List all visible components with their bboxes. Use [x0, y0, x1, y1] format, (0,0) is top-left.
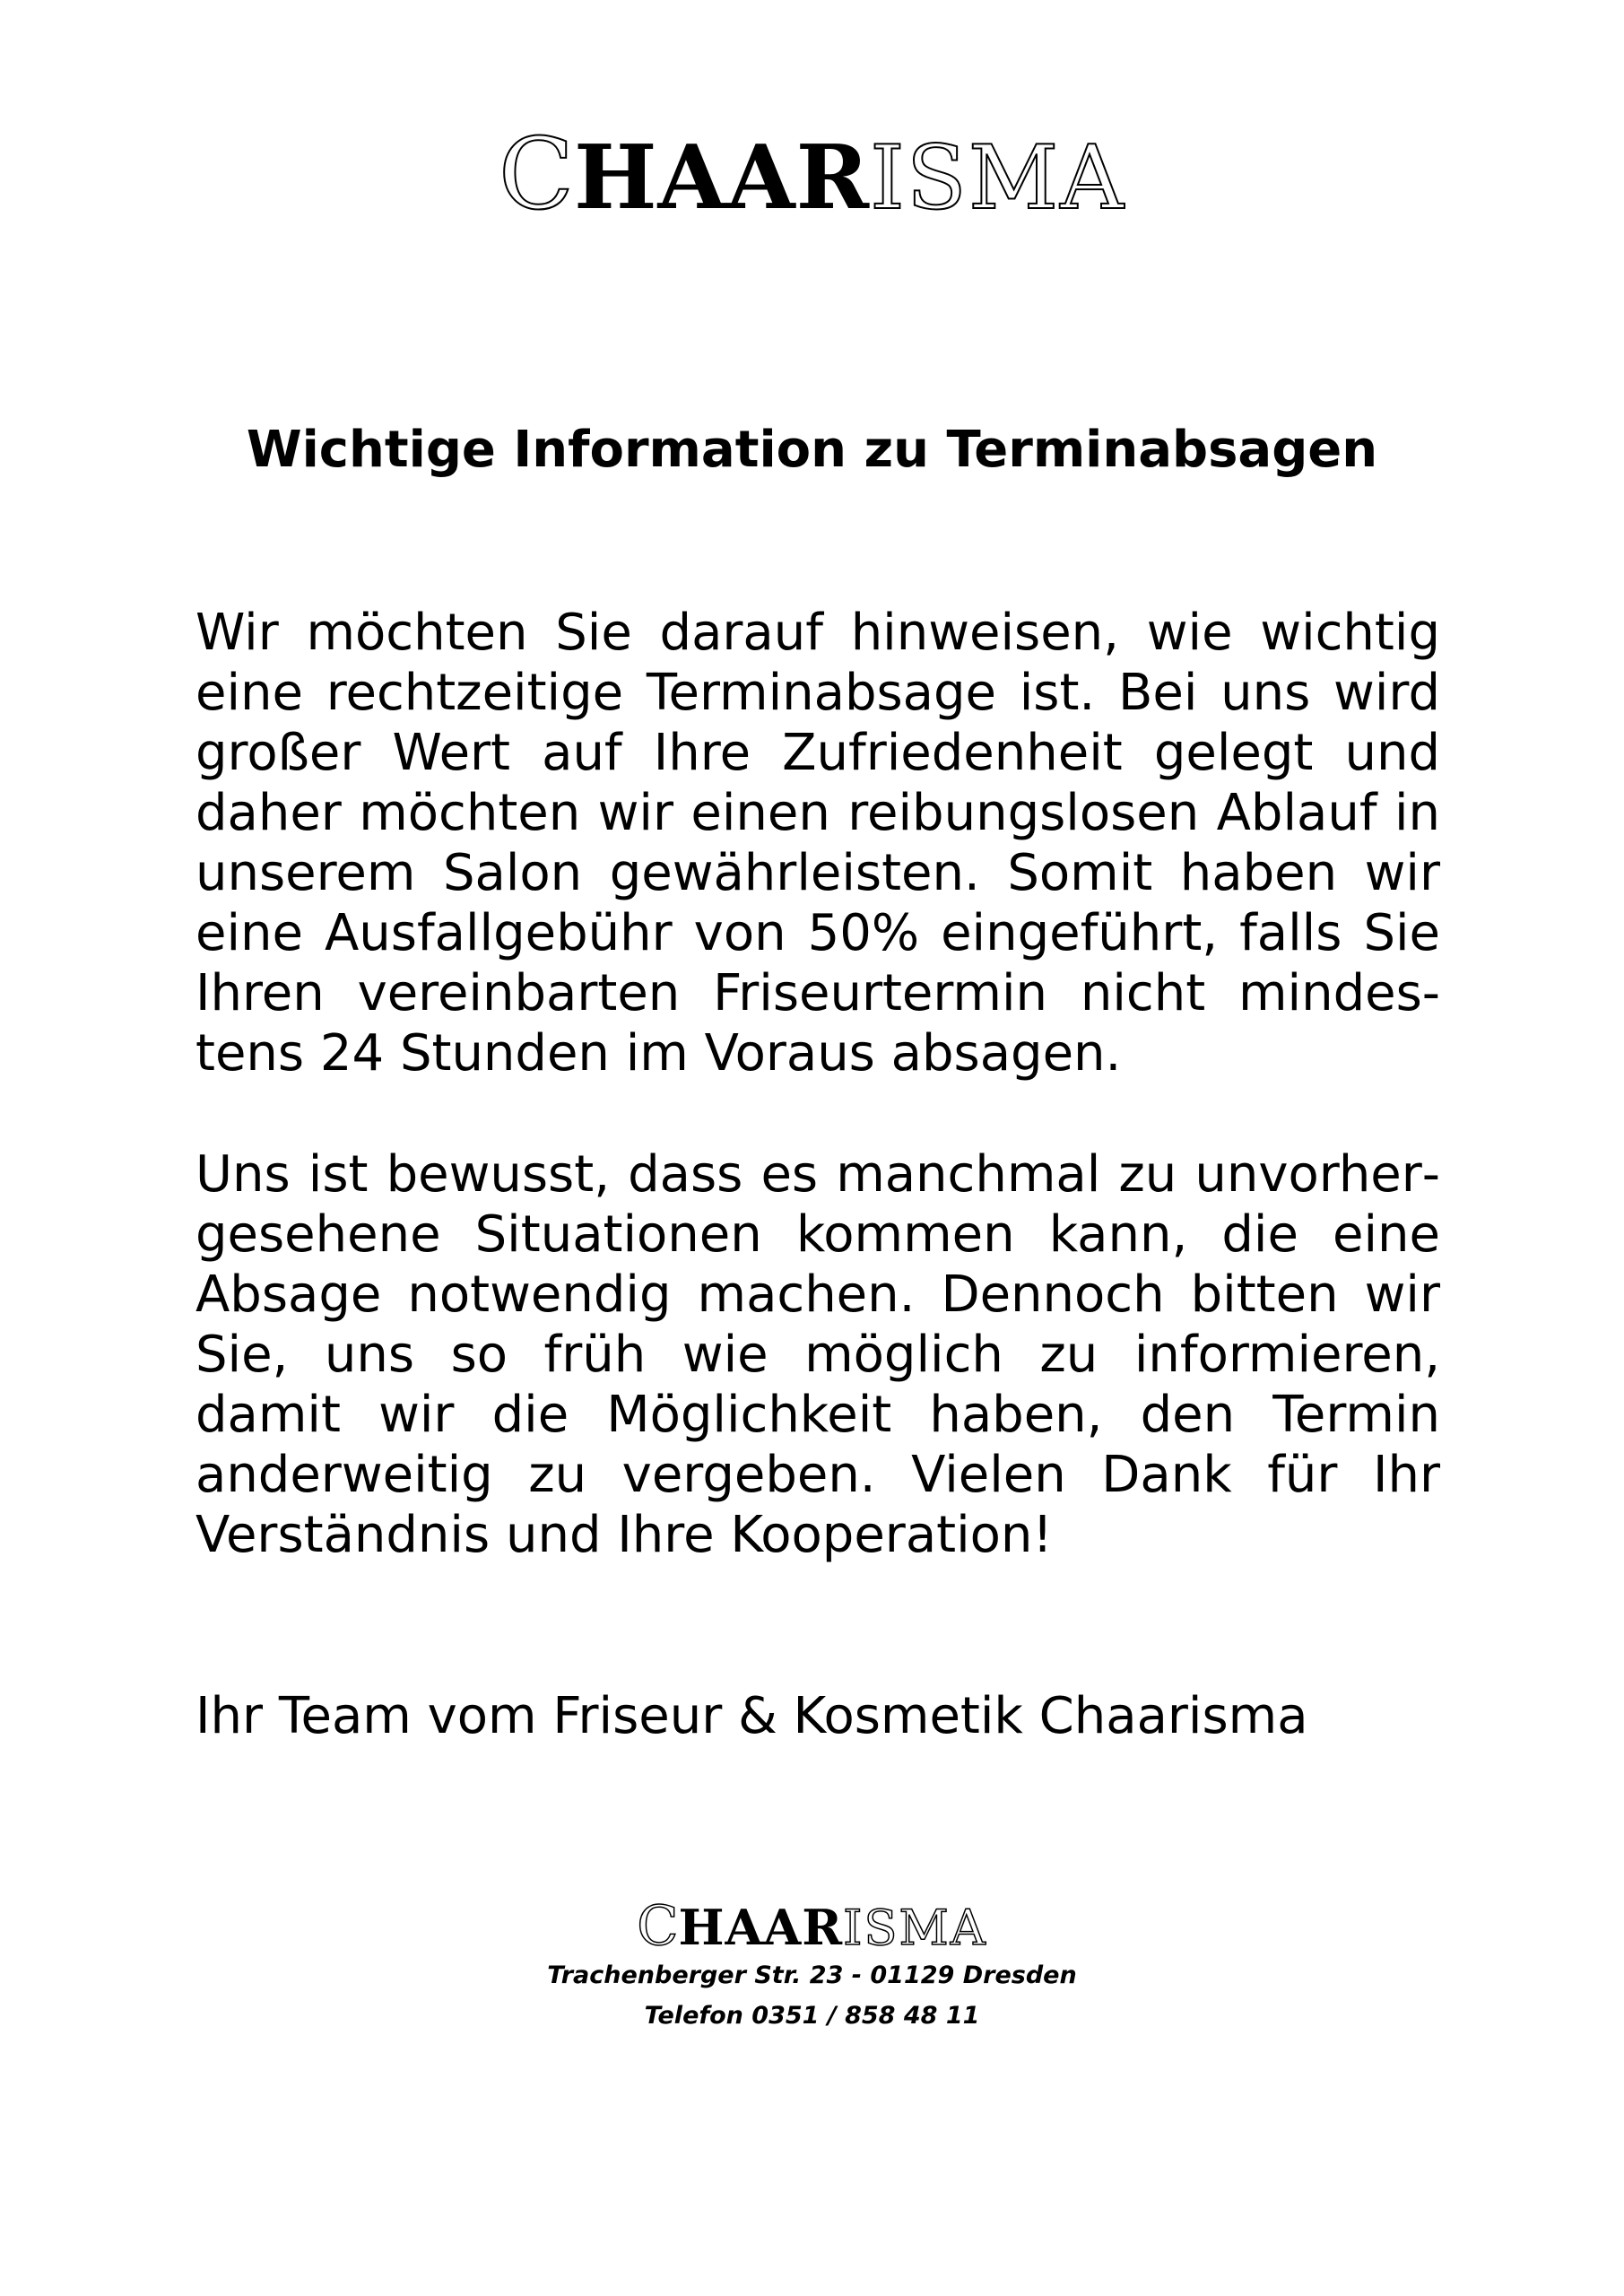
footer-logo-letter-c: C: [637, 1895, 679, 1958]
logo-letter-c: C: [498, 117, 574, 231]
footer-logo: [0, 1895, 1624, 1958]
footer-logo-solid-part: HAAR: [678, 1899, 844, 1956]
paragraph-request-notice: Uns ist bewusst, dass es manchmal zu unvorhergesehene Situationen kommen kann, die eine Absage notwendig machen. Dennoch bitten wir Sie, uns so früh wie möglich zu informieren, damit wir die Möglichkeit haben, den Termin anderweitig zu vergeben. Vielen Dank für Ihr Verständnis und Ihre Kooperation!: [195, 1145, 1440, 1564]
footer-logo-outline-part: ISMA: [843, 1900, 987, 1956]
logo-outline-part: ISMA: [870, 127, 1126, 230]
document-title: Wichtige Information zu Terminabsagen: [246, 421, 1378, 479]
footer-phone: Telefon 0351 / 858 48 11: [644, 2002, 980, 2030]
logo-solid-part: HAAR: [573, 126, 871, 230]
footer-address: Trachenberger Str. 23 - 01129 Dresden: [547, 1961, 1077, 1989]
signature-line: Ihr Team vom Friseur & Kosmetik Chaarisma: [195, 1687, 1308, 1745]
paragraph-cancellation-info: Wir möchten Sie darauf hinweisen, wie wichtig eine rechtzeitige Terminabsage ist. Bei uns wird großer Wert auf Ihre Zufriedenheit gelegt und daher möchten wir einen reibungslosen Ablauf in unserem Salon gewährleisten. Somit haben wir eine Ausfallgebühr von 50% eingeführt, falls Sie Ihren vereinbarten Friseurtermin nicht mindestens 24 Stunden im Voraus absagen.: [195, 604, 1440, 1083]
header-logo: [0, 117, 1624, 231]
